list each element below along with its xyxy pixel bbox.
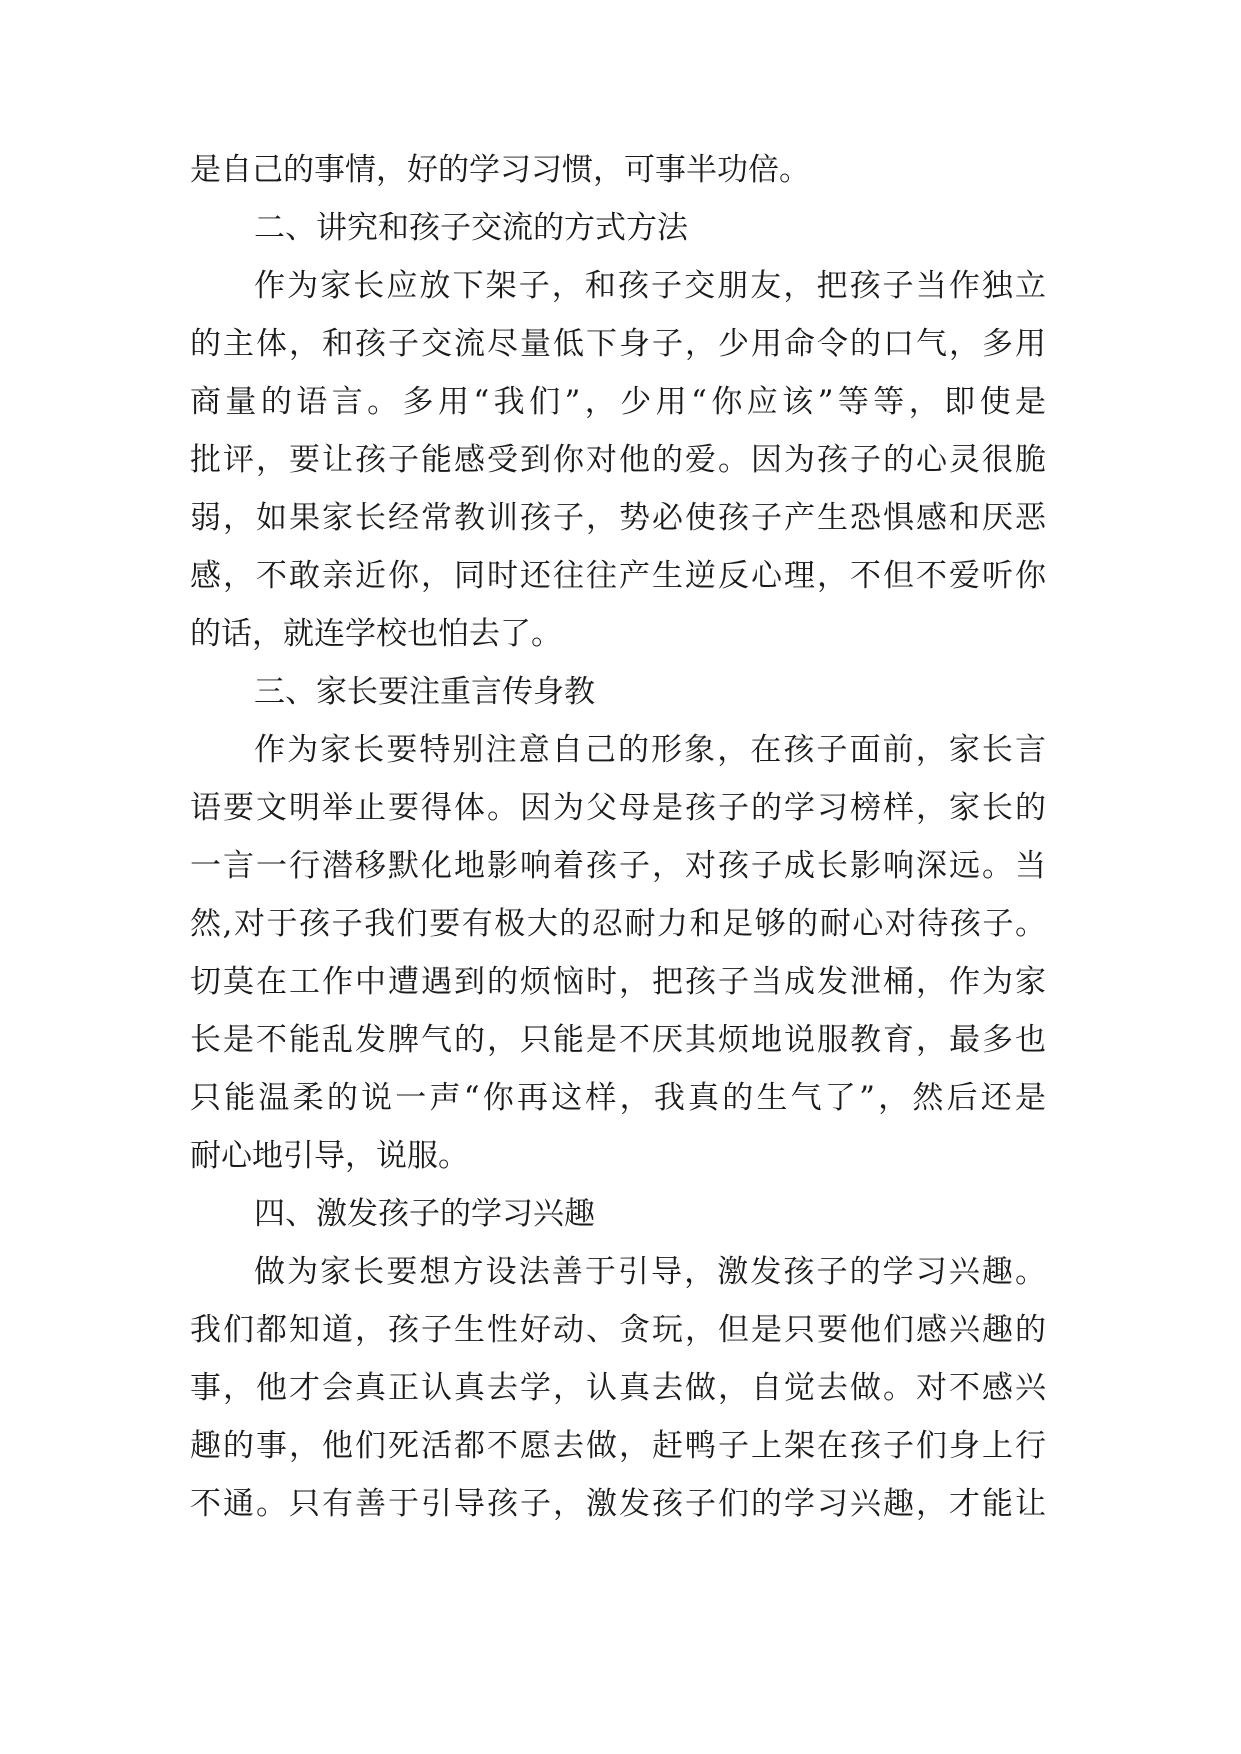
text-line: 然,对于孩子我们要有极大的忍耐力和足够的耐心对待孩子。 xyxy=(190,906,1046,942)
text-line: 切莫在工作中遭遇到的烦恼时，把孩子当成发泄桶，作为家 xyxy=(190,964,1046,1000)
section-heading-3: 三、家长要注重言传身教 xyxy=(254,674,595,710)
text-line: 做为家长要想方设法善于引导，激发孩子的学习兴趣。 xyxy=(254,1254,1046,1290)
text-line: 弱，如果家长经常教训孩子，势必使孩子产生恐惧感和厌恶 xyxy=(190,500,1046,536)
section-heading-4: 四、激发孩子的学习兴趣 xyxy=(254,1196,595,1232)
text-line: 的主体，和孩子交流尽量低下身子，少用命令的口气，多用 xyxy=(190,326,1046,362)
text-line: 事，他才会真正认真去学，认真去做，自觉去做。对不感兴 xyxy=(190,1370,1046,1406)
text-line: 长是不能乱发脾气的，只能是不厌其烦地说服教育，最多也 xyxy=(190,1022,1046,1058)
text-line: 只能温柔的说一声“你再这样，我真的生气了”，然后还是 xyxy=(190,1080,1046,1116)
text-line: 是自己的事情，好的学习习惯，可事半功倍。 xyxy=(190,152,810,188)
text-line: 商量的语言。多用“我们”，少用“你应该”等等，即使是 xyxy=(190,384,1046,420)
text-line: 作为家长要特别注意自己的形象，在孩子面前，家长言 xyxy=(254,732,1046,768)
text-line: 作为家长应放下架子，和孩子交朋友，把孩子当作独立 xyxy=(254,268,1046,304)
text-line: 批评，要让孩子能感受到你对他的爱。因为孩子的心灵很脆 xyxy=(190,442,1046,478)
text-line: 语要文明举止要得体。因为父母是孩子的学习榜样，家长的 xyxy=(190,790,1046,826)
text-line: 的话，就连学校也怕去了。 xyxy=(190,616,562,652)
text-line: 趣的事，他们死活都不愿去做，赶鸭子上架在孩子们身上行 xyxy=(190,1428,1046,1464)
text-line: 一言一行潜移默化地影响着孩子，对孩子成长影响深远。当 xyxy=(190,848,1046,884)
section-heading-2: 二、讲究和孩子交流的方式方法 xyxy=(254,210,688,246)
text-line: 不通。只有善于引导孩子，激发孩子们的学习兴趣，才能让 xyxy=(190,1486,1046,1522)
text-line: 耐心地引导，说服。 xyxy=(190,1138,469,1174)
text-line: 感，不敢亲近你，同时还往往产生逆反心理，不但不爱听你 xyxy=(190,558,1046,594)
text-line: 我们都知道，孩子生性好动、贪玩，但是只要他们感兴趣的 xyxy=(190,1312,1046,1348)
